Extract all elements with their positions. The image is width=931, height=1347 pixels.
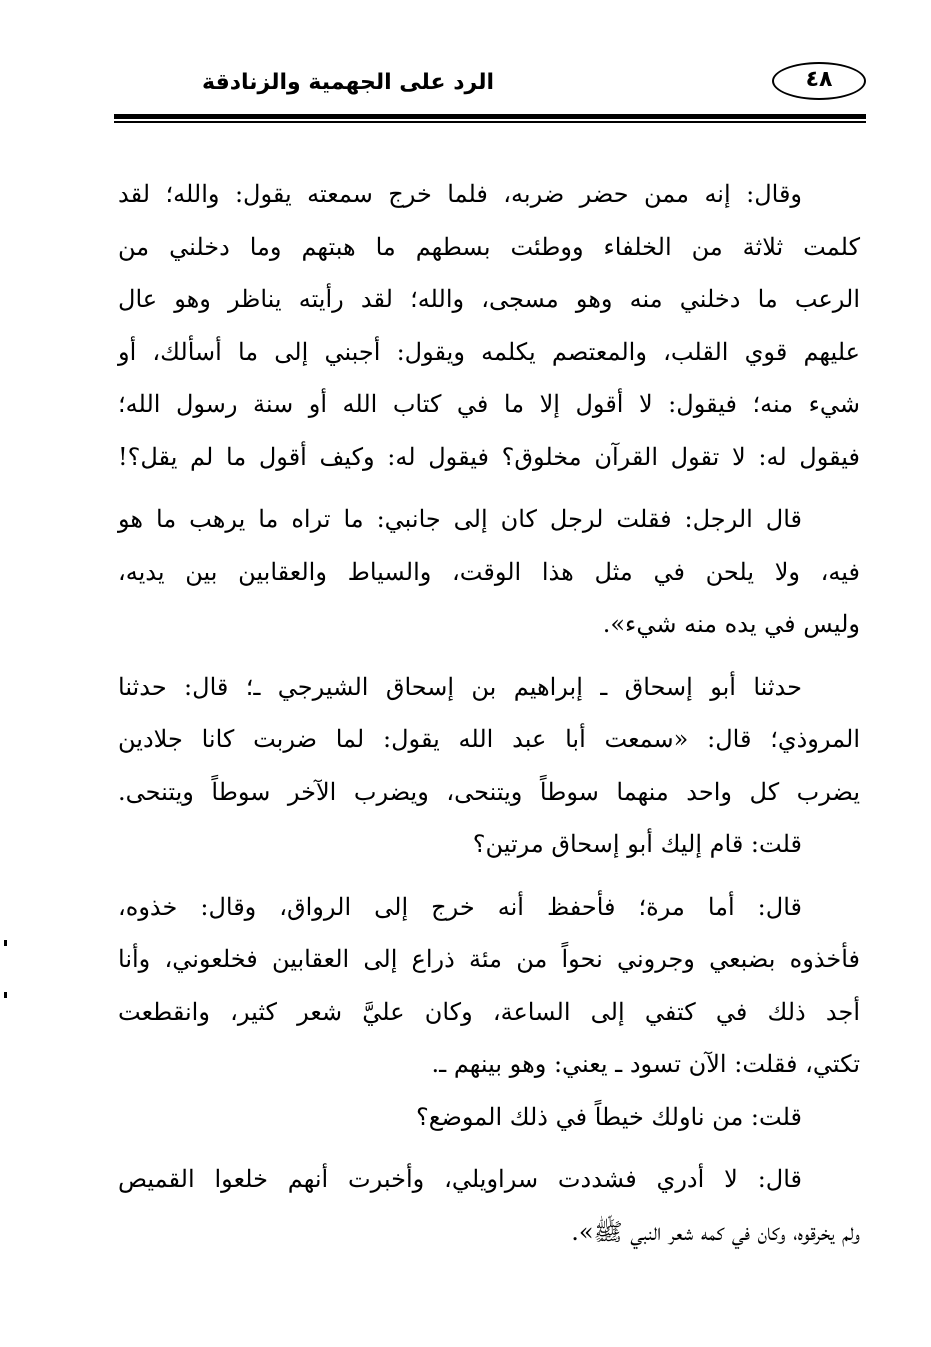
text-line: تكتي، فقلت: الآن تسود ـ يعني: وهو بينهم ـ. [431,1050,860,1078]
paragraph [118,493,860,651]
margin-scan-mark [4,992,7,998]
text-line: وليس في يده منه شيء». [602,610,860,638]
running-title: الرد على الجهمية والزنادقة [202,70,494,95]
body-text [118,168,860,1258]
text-line: المروذي؛ قال: «سمعت أبا عبد الله يقول: لما ضربت كانا جلادين [118,725,860,753]
margin-scan-mark [4,940,7,946]
text-line: عليهم قوي القلب، والمعتصم يكلمه ويقول: أجبني إلى ما أسألك، أو [118,337,860,366]
text-line: قلت: من ناولك خيطاً في ذلك الموضع؟ [415,1102,802,1131]
text-line: شيء منه؛ فيقول: لا أقول إلا ما في كتاب الله أو سنة رسول الله؛ [118,390,860,418]
paragraph [118,168,860,483]
text-line: حدثنا أبو إسحاق ـ إبراهيم بن إسحاق الشيرجي ـ؛ قال: حدثنا [118,672,802,701]
text-line: وقال: إنه ممن حضر ضربه، فلما خرج سمعته يقول: والله؛ لقد [118,180,802,208]
paragraph [118,661,860,819]
text-line: الرعب ما دخلني منه وهو مسجى، والله؛ لقد رأيته يناظر وهو عال [118,285,860,313]
page-number-badge: ٤٨ [772,62,866,100]
paragraph [118,1153,860,1258]
text-line: قال الرجل: فقلت لرجل كان إلى جانبي: ما تراه ما يرهب ما هو [118,505,802,533]
paragraph [118,881,860,1091]
text-line: يضرب كل واحد منهما سوطاً ويتنحى، ويضرب الآخر سوطاً ويتنحى. [118,777,860,806]
paragraph [118,818,860,871]
text-line: أجد ذلك في كتفي إلى الساعة، وكان عليَّ شعر كثير، وانقطعت [118,997,860,1026]
header-rule-thin [114,121,866,123]
text-line: ولم يخرقوه، وكان في كمه شعر النبي ﷺ». [571,1217,860,1246]
page-header [114,60,866,108]
text-line: فأخذوه بضبعي وجروني نحواً من مئة ذراع إلى العقابين فخلعوني، وأنا [118,945,860,973]
paragraph [118,1091,860,1144]
header-rule-thick [114,114,866,119]
text-line: فيقول له: لا تقول القرآن مخلوق؟ فيقول له: وكيف أقول ما لم يقل؟! [118,442,860,471]
text-line: كلمت ثلاثة من الخلفاء ووطئت بسطهم ما هبتهم وما دخلني من [118,232,860,261]
text-line: قلت: قام إليك أبو إسحاق مرتين؟ [472,830,802,858]
text-line: قال: أما مرة؛ فأحفظ أنه خرج إلى الرواق، وقال: خذوه، [118,892,802,921]
text-line: قال: لا أدري فشددت سراويلي، وأخبرت أنهم خلعوا القميص [118,1165,802,1193]
text-line: فيه، ولا يلحن في مثل هذا الوقت، والسياط والعقابين بين يديه، [118,557,860,586]
